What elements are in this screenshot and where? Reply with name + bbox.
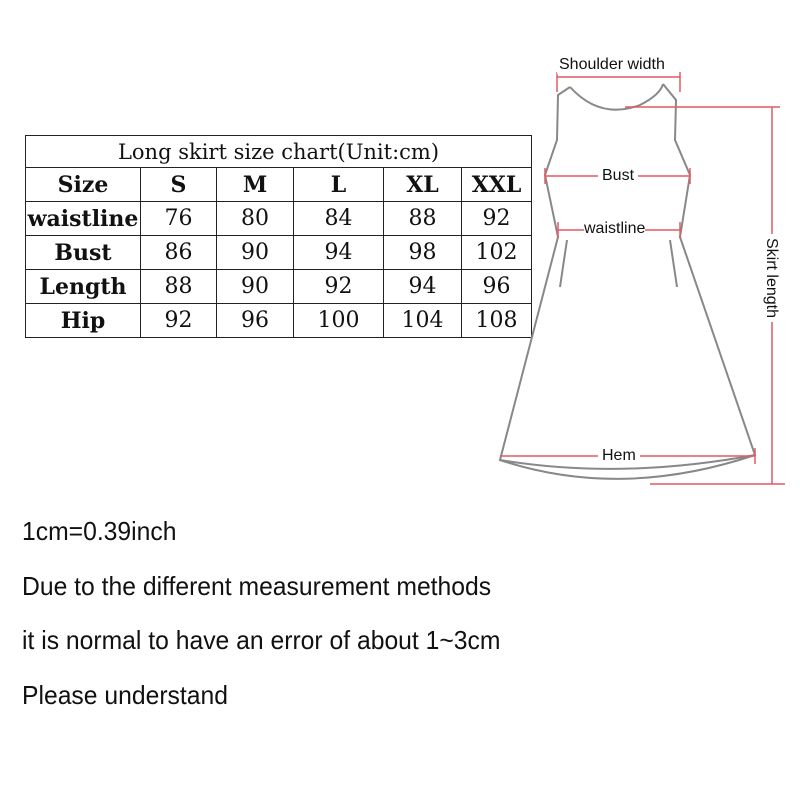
row-label: waistline xyxy=(26,202,141,236)
cell: 92 xyxy=(294,270,384,304)
cell: 88 xyxy=(384,202,462,236)
cell: 100 xyxy=(294,304,384,338)
conversion-note: 1cm=0.39inch xyxy=(22,516,177,546)
shoulder-width-label: Shoulder width xyxy=(559,56,665,73)
table-title: Long skirt size chart(Unit:cm) xyxy=(26,136,532,168)
row-label: Bust xyxy=(26,236,141,270)
error-note: it is normal to have an error of about 1~3cm xyxy=(22,625,501,655)
header-cell: Size xyxy=(26,168,141,202)
header-cell: XL xyxy=(384,168,462,202)
cell: 84 xyxy=(294,202,384,236)
understand-note: Please understand xyxy=(22,680,228,710)
cell: 94 xyxy=(384,270,462,304)
cell: 98 xyxy=(384,236,462,270)
cell: 90 xyxy=(217,270,294,304)
row-label: Hip xyxy=(26,304,141,338)
cell: 76 xyxy=(141,202,217,236)
cell: 108 xyxy=(462,304,532,338)
cell: 96 xyxy=(217,304,294,338)
cell: 92 xyxy=(462,202,532,236)
cell: 86 xyxy=(141,236,217,270)
cell: 94 xyxy=(294,236,384,270)
cell: 80 xyxy=(217,202,294,236)
cell: 102 xyxy=(462,236,532,270)
row-label: Length xyxy=(26,270,141,304)
skirt-length-label: Skirt length xyxy=(762,234,780,322)
hem-label: Hem xyxy=(598,447,640,465)
bust-label: Bust xyxy=(598,167,638,185)
dress-outline xyxy=(500,84,755,479)
header-cell: S xyxy=(141,168,217,202)
measurement-note: Due to the different measurement methods xyxy=(22,571,492,601)
header-cell: L xyxy=(294,168,384,202)
header-cell: M xyxy=(217,168,294,202)
cell: 90 xyxy=(217,236,294,270)
header-cell: XXL xyxy=(462,168,532,202)
cell: 92 xyxy=(141,304,217,338)
cell: 104 xyxy=(384,304,462,338)
waistline-label: waistline xyxy=(584,220,646,237)
measure-lines xyxy=(500,72,785,484)
cell: 88 xyxy=(141,270,217,304)
cell: 96 xyxy=(462,270,532,304)
